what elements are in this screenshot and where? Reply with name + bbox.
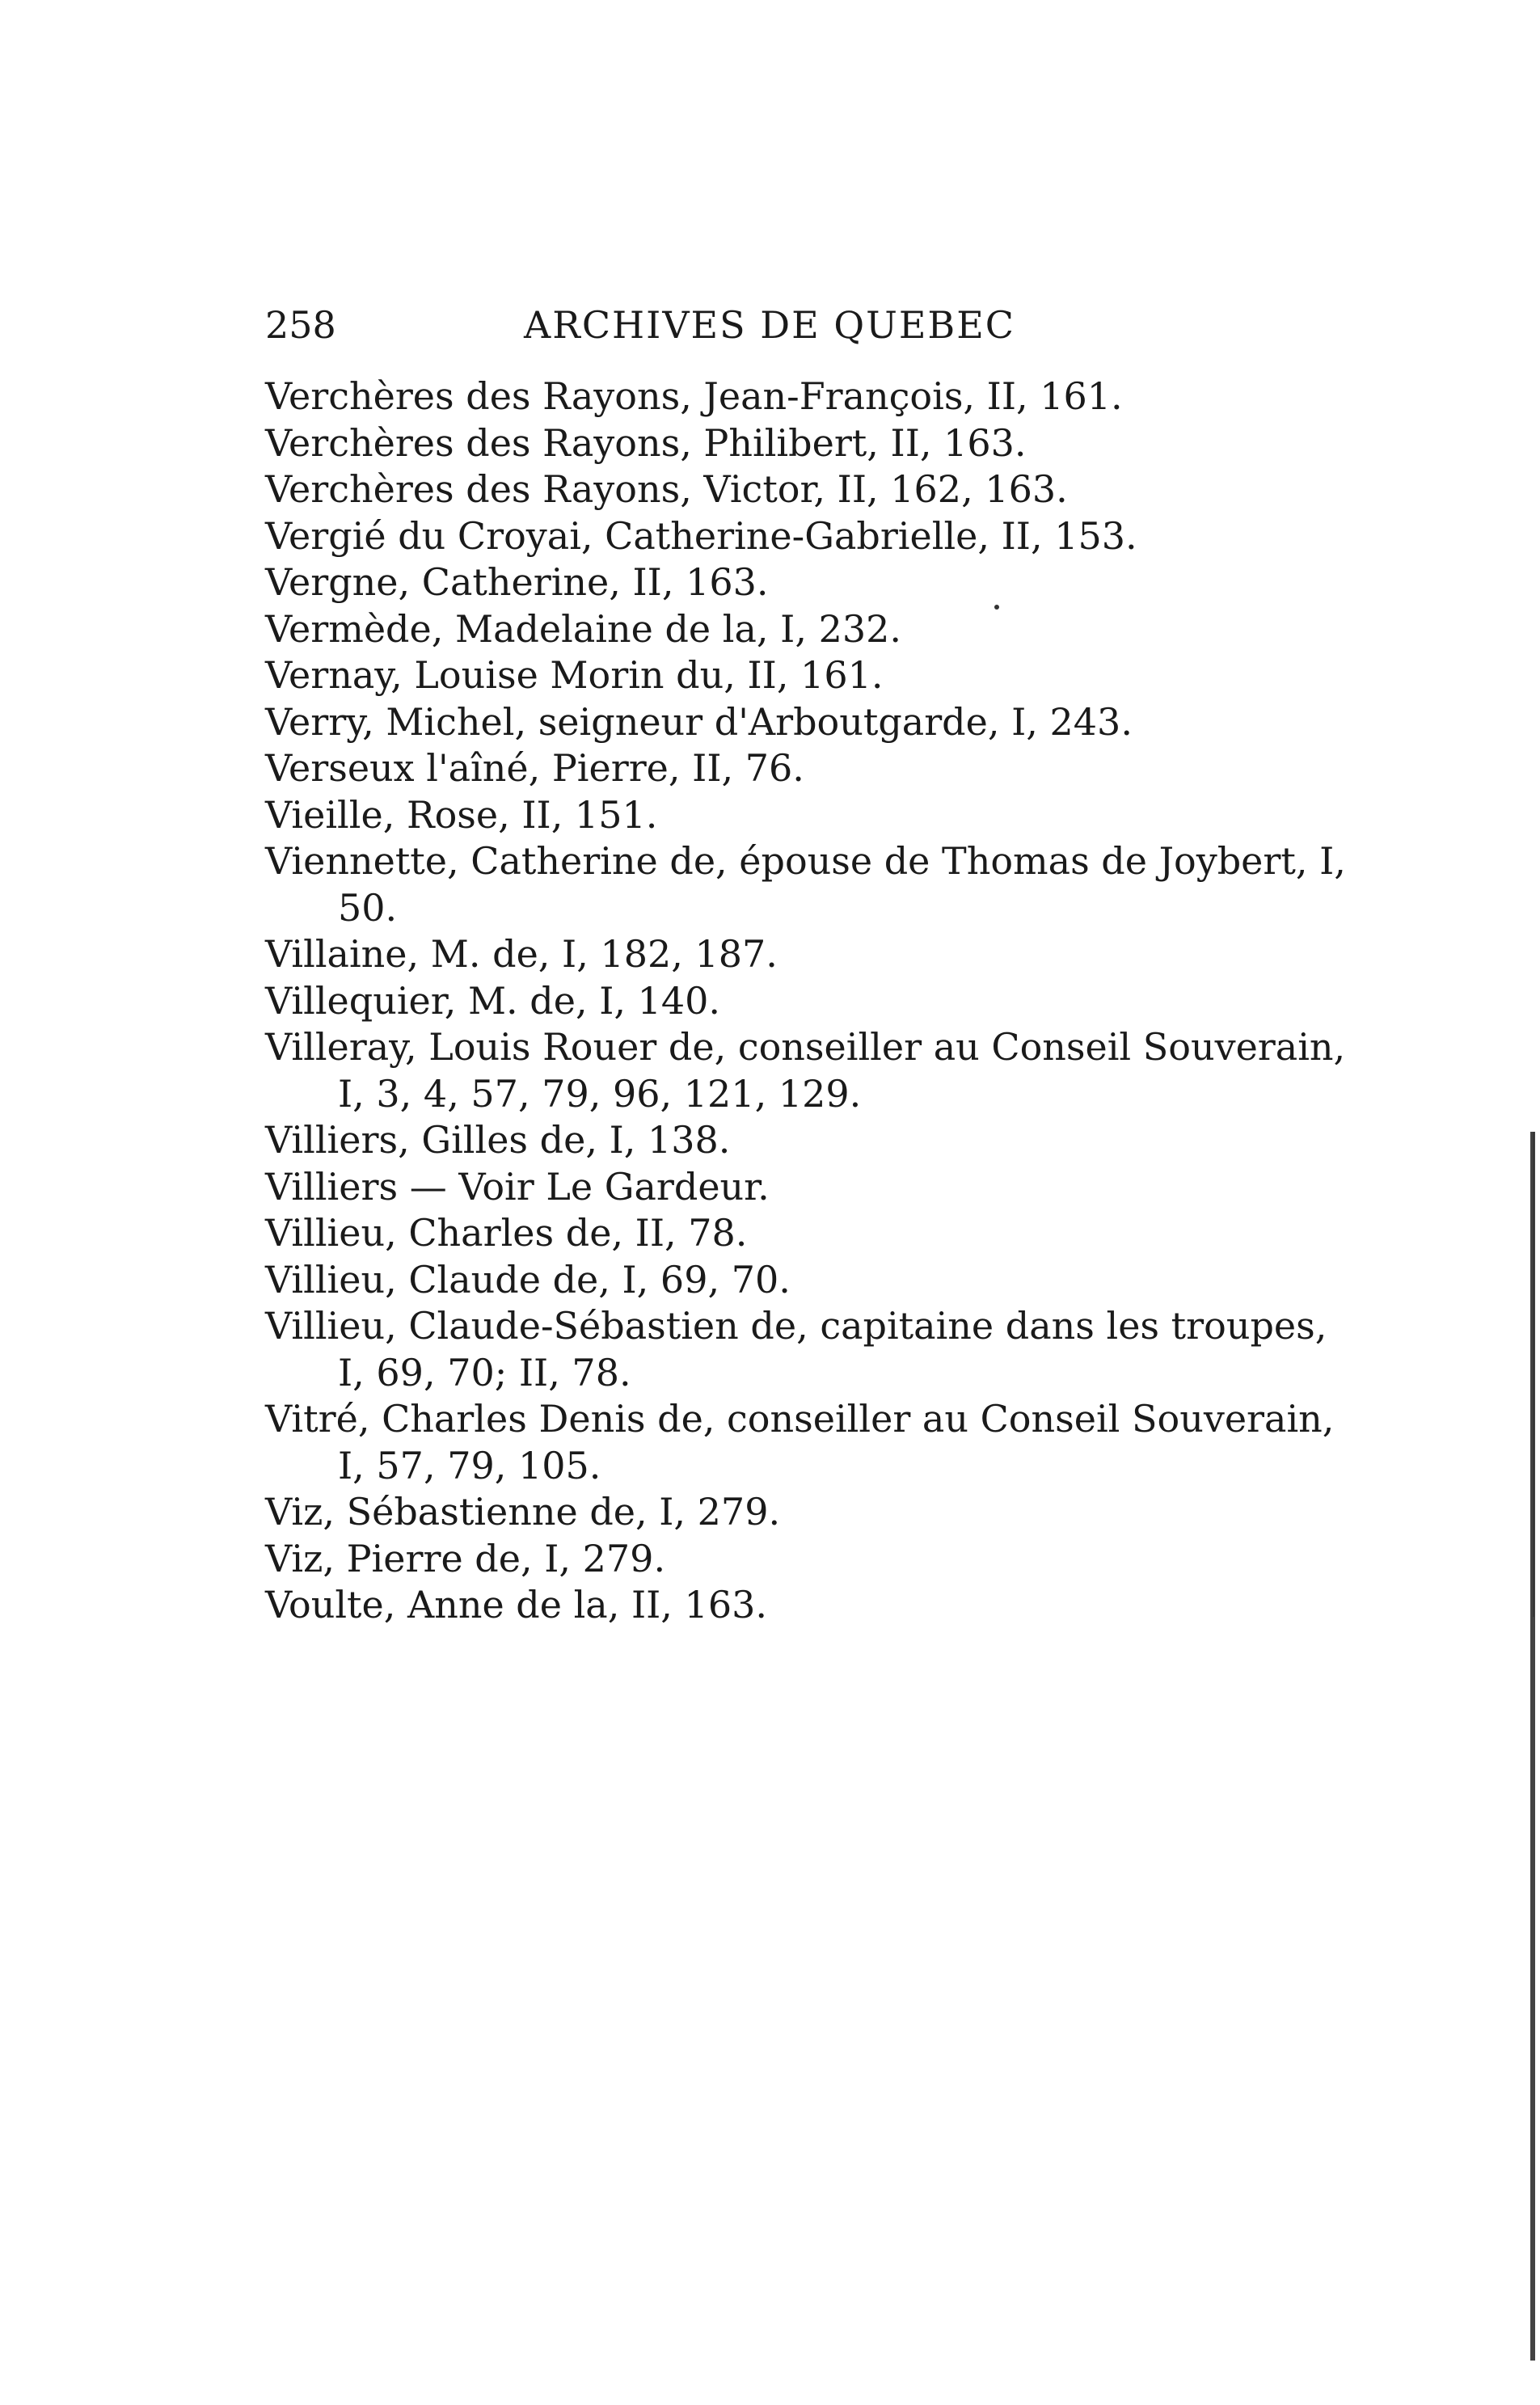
index-entry: Villiers, Gilles de, I, 138.: [265, 1118, 731, 1162]
index-entry: Vernay, Louise Morin du, II, 161.: [265, 653, 884, 697]
index-entry: Verchères des Rayons, Philibert, II, 163.: [265, 420, 1027, 465]
running-title: ARCHIVES DE QUEBEC: [524, 303, 1015, 347]
index-entry: Vergne, Catherine, II, 163.: [265, 560, 769, 604]
index-entry: Vitré, Charles Denis de, conseiller au Conseil Souverain, I, 57, 79, 105.: [265, 1397, 1335, 1487]
page-number: 258: [265, 303, 336, 347]
index-entry: Vieille, Rose, II, 151.: [265, 792, 658, 837]
index-entry: Viennette, Catherine de, épouse de Thomas de Joybert, I, 50.: [265, 839, 1346, 930]
index-entry: Villiers — Voir Le Gardeur.: [265, 1164, 770, 1209]
index-entry: Villequier, M. de, I, 140.: [265, 978, 721, 1023]
index-entry: Vergié du Croyai, Catherine-Gabrielle, II, 153.: [265, 513, 1137, 558]
stray-ink-dot: [994, 605, 999, 610]
index-entry: Villieu, Claude-Sébastien de, capitaine dans les troupes, I, 69, 70; II, 78.: [265, 1304, 1327, 1394]
index-entry: Verry, Michel, seigneur d'Arboutgarde, I, 243.: [265, 699, 1133, 744]
index-entry: Vermède, Madelaine de la, I, 232.: [265, 606, 901, 651]
index-entry: Verseux l'aîné, Pierre, II, 76.: [265, 746, 804, 790]
index-entry: Villieu, Claude de, I, 69, 70.: [265, 1257, 791, 1302]
index-entry: Villaine, M. de, I, 182, 187.: [265, 932, 778, 976]
index-entry: Viz, Sébastienne de, I, 279.: [265, 1490, 781, 1534]
index-entry: Villeray, Louis Rouer de, conseiller au Conseil Souverain, I, 3, 4, 57, 79, 96, 121, 129.: [265, 1025, 1346, 1116]
index-entry: Verchères des Rayons, Victor, II, 162, 163.: [265, 467, 1068, 511]
index-entry: Verchères des Rayons, Jean-François, II, 161.: [265, 374, 1123, 418]
index-list: [265, 373, 1348, 1629]
page-edge-rule: [1530, 1132, 1535, 2361]
index-entry: Voulte, Anne de la, II, 163.: [265, 1583, 767, 1627]
index-entry: Villieu, Charles de, II, 78.: [265, 1211, 748, 1255]
page-header: [265, 293, 1057, 357]
index-entry: Viz, Pierre de, I, 279.: [265, 1536, 666, 1580]
